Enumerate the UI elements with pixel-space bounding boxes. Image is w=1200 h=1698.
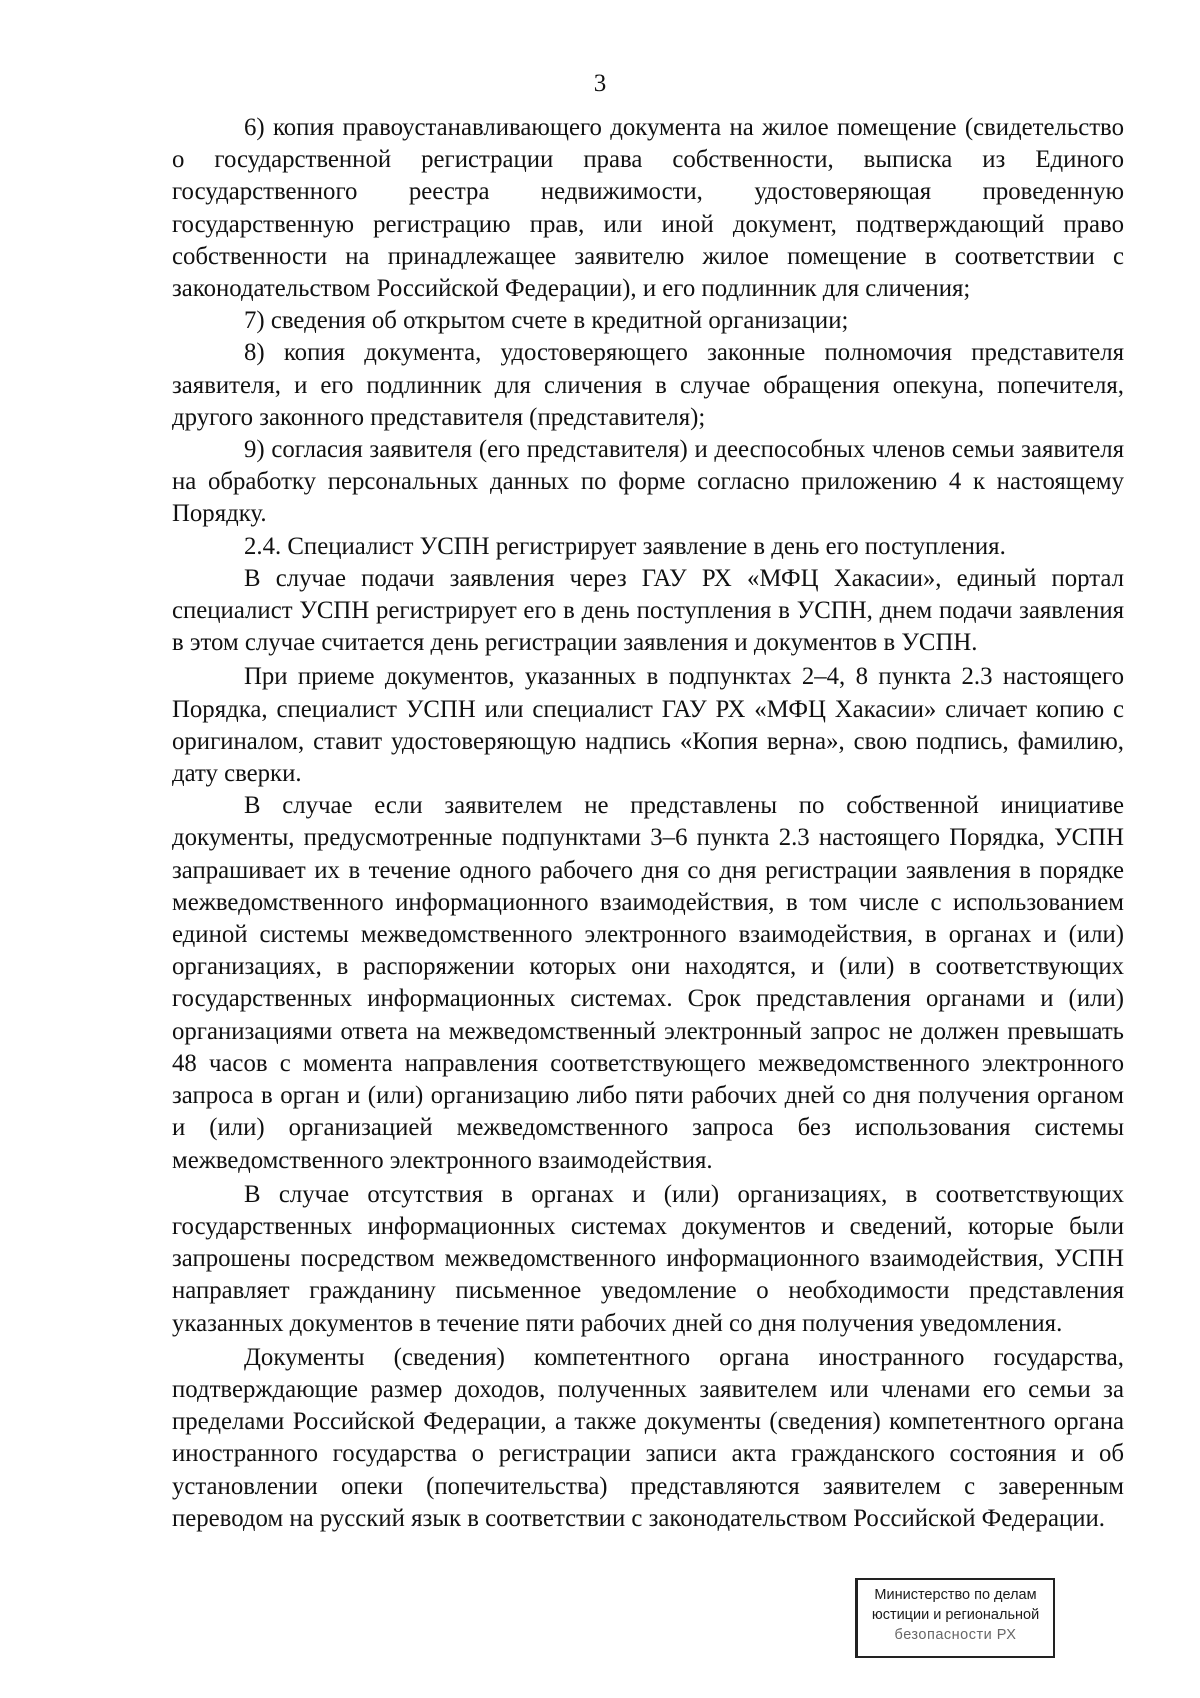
stamp-line: Министерство по делам: [874, 1587, 1037, 1603]
page-number: 3: [593, 70, 607, 97]
paragraph-interagency-request: В случае если заявителем не представлены по собственной инициативе документы, предусмотренные подпунктами 3–6 пункта 2.3 настоящего Порядка, УСПН запрашивает их в течение одного рабочего дня со дня регистрации заявления в порядке межведомственного информационного взаимодействия, в том числе с использованием единой системы межведомственного электронного взаимодействия, в органах и (или) организациях, в распоряжении которых они находятся, и (или) в соответствующих государственных информационных системах. Срок представления органами и (или) организациями ответа на межведомственный электронный запрос не должен превышать 48 часов с момента направления соответствующего межведомственного электронного запроса в орган и (или) организацию либо пяти рабочих дней со дня получения органом и (или) организацией межведомственного запроса без использования системы межведомственного электронного взаимодействия.: [172, 792, 1124, 1174]
paragraph-foreign-documents: Документы (сведения) компетентного органа иностранного государства, подтверждающие размер доходов, полученных заявителем или членами его семьи за пределами Российской Федерации, а также документы (сведения) компетентного органа иностранного государства о регистрации записи акта гражданского состояния и об установлении опеки (попечительства) представляются заявителем с заверенным переводом на русский язык в соответствии с законодательством Российской Федерации.: [172, 1343, 1124, 1532]
paragraph-missing-documents: В случае отсутствия в органах и (или) организациях, в соответствующих государственных информационных системах документов и сведений, которые были запрошены посредством межведомственного информационного взаимодействия, УСПН направляет гражданину письменное уведомление о необходимости представления указанных документов в течение пяти рабочих дней со дня получения уведомления.: [172, 1180, 1124, 1337]
paragraph-document-check: При приеме документов, указанных в подпунктах 2–4, 8 пункта 2.3 настоящего Порядка, специалист УСПН или специалист ГАУ РХ «МФЦ Хакасии» сличает копию с оригиналом, ставит удостоверяющую надпись «Копия верна», свою подпись, фамилию, дату сверки.: [172, 663, 1124, 788]
stamp-line: юстиции и региональной: [871, 1607, 1040, 1623]
paragraph-item-6: 6) копия правоустанавливающего документа на жилое помещение (свидетельство о государственной регистрации права собственности, выписка из Единого государственного реестра недвижимости, удостоверяющая проведенную государственную регистрацию прав, или иной документ, подтверждающий право собственности на принадлежащее заявителю жилое помещение в соответствии с законодательством Российской Федерации), и его подлинник для сличения;: [172, 114, 1124, 303]
paragraph-mfc-submission: В случае подачи заявления через ГАУ РХ «МФЦ Хакасии», единый портал специалист УСПН регистрирует его в день поступления в УСПН, днем подачи заявления в этом случае считается день регистрации заявления и документов в УСПН.: [172, 564, 1124, 657]
document-body: [172, 112, 1124, 1535]
stamp-line: безопасности РХ: [894, 1627, 1017, 1643]
paragraph-item-8: 8) копия документа, удостоверяющего законные полномочия представителя заявителя, и его подлинник для сличения в случае обращения опекуна, попечителя, другого законного представителя (представителя);: [172, 339, 1124, 431]
paragraph-item-9: 9) согласия заявителя (его представителя) и дееспособных членов семьи заявителя на обработку персональных данных по форме согласно приложению 4 к настоящему Порядку.: [172, 436, 1124, 528]
paragraph-item-7: 7) сведения об открытом счете в кредитной организации;: [244, 307, 849, 335]
paragraph-2-4: 2.4. Специалист УСПН регистрирует заявление в день его поступления.: [244, 532, 1006, 560]
ministry-stamp: [855, 1578, 1055, 1658]
